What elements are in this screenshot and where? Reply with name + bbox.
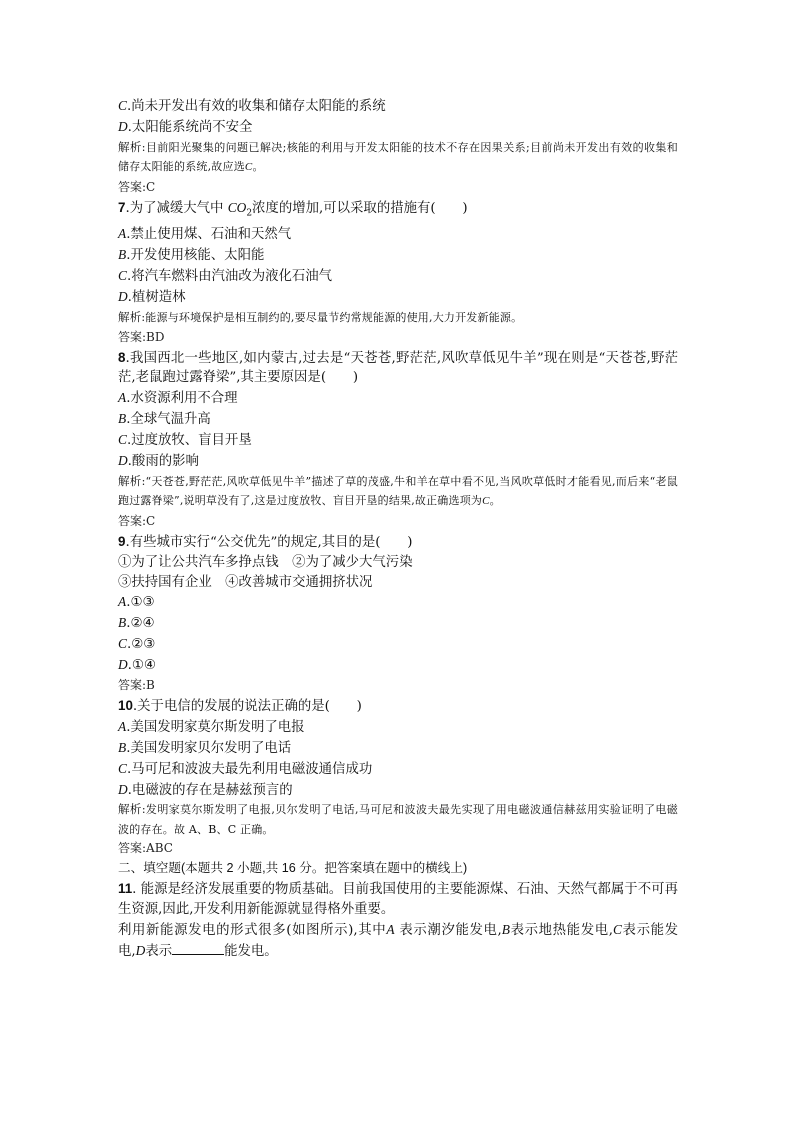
q10-answer: 答案:ABC xyxy=(118,841,173,856)
q8-option-b: B.全球气温升高 xyxy=(118,411,211,428)
q6-option-d: D.太阳能系统尚不安全 xyxy=(118,118,253,135)
q10-stem: 10.关于电信的发展的说法正确的是( ) xyxy=(118,697,362,714)
q7-option-d: D.植树造林 xyxy=(118,288,186,305)
q9-option-b: B.②④ xyxy=(118,615,155,632)
q9-option-a: A.①③ xyxy=(118,594,155,611)
q7-option-a: A.禁止使用煤、石油和天然气 xyxy=(118,226,292,243)
q7-stem: 7.为了减缓大气中 $CO_2$浓度的增加,可以采取的措施有( ) xyxy=(118,199,468,219)
q9-answer: 答案:B xyxy=(118,678,155,693)
q8-option-c: C.过度放牧、盲目开垦 xyxy=(118,432,252,449)
q6-option-c: C.尚未开发出有效的收集和储存太阳能的系统 xyxy=(118,98,386,114)
q7-option-c: C.将汽车燃料由汽油改为液化石油气 xyxy=(118,267,333,284)
q9-option-d: D.①④ xyxy=(118,657,156,674)
q9-statements-line-2: ③扶持国有企业 ④改善城市交通拥挤状况 xyxy=(118,574,373,590)
q8-answer: 答案:C xyxy=(118,513,156,528)
q10-option-b: B.美国发明家贝尔发明了电话 xyxy=(118,739,292,756)
answer-blank[interactable] xyxy=(172,942,224,955)
q8-explanation: 解析:“天苍苍,野茫茫,风吹草低见牛羊”描述了草的茂盛,牛和羊在草中看不见,当风吹草低时才能看见,而后来“老鼠跑过露脊梁”,说明草没有了,这是过度放牧、盲目开垦的结果,故正确选项为C。 xyxy=(118,473,679,508)
q9-stem: 9.有些城市实行“公交优先”的规定,其目的是( ) xyxy=(118,533,413,550)
document-page xyxy=(118,96,678,962)
q10-explanation: 解析:发明家莫尔斯发明了电报,贝尔发明了电话,马可尼和波波夫最先实现了用电磁波通信赫兹用实验证明了电磁波的存在。故 A、B、C 正确。 xyxy=(118,802,678,836)
q6-explanation: 解析:目前阳光聚集的问题已解决;核能的利用与开发太阳能的技术不存在因果关系;目前尚未开发出有效的收集和储存太阳能的系统,故应选C。 xyxy=(118,139,678,174)
section-heading-fill-in: 二、填空题(本题共 2 小题,共 16 分。把答案填在题中的横线上) xyxy=(118,861,468,876)
q8-stem: 8.我国西北一些地区,如内蒙古,过去是“天苍苍,野茫茫,风吹草低见牛羊”现在则是“天苍苍,野茫茫,老鼠跑过露脊梁”,其主要原因是( ) xyxy=(118,349,678,386)
q10-option-c: C.马可尼和波波夫最先利用电磁波通信成功 xyxy=(118,760,373,777)
q7-option-b: B.开发使用核能、太阳能 xyxy=(118,247,265,264)
q9-statements-line-1: ①为了让公共汽车多挣点钱 ②为了减少大气污染 xyxy=(118,554,413,570)
q6-answer: 答案:C xyxy=(118,179,156,194)
q7-explanation: 解析:能源与环境保护是相互制约的,要尽量节约常规能源的使用,大力开发新能源。 xyxy=(118,309,523,324)
q8-option-d: D.酸雨的影响 xyxy=(118,453,199,470)
q11-stem: 11. 能源是经济发展重要的物质基础。目前我国使用的主要能源煤、石油、天然气都属于不可再生资源,因此,开发利用新能源就显得格外重要。 xyxy=(118,881,678,918)
q9-option-c: C.②③ xyxy=(118,636,156,653)
q11-paragraph: 利用新能源发电的形式很多(如图所示),其中A 表示潮汐能发电,B表示地热能发电,C表示能发电,D表示 能发电。 xyxy=(118,921,678,959)
q8-option-a: A.水资源利用不合理 xyxy=(118,390,238,407)
q10-option-a: A.美国发明家莫尔斯发明了电报 xyxy=(118,718,305,735)
q7-answer: 答案:BD xyxy=(118,329,165,344)
q10-option-d: D.电磁波的存在是赫兹预言的 xyxy=(118,781,293,798)
